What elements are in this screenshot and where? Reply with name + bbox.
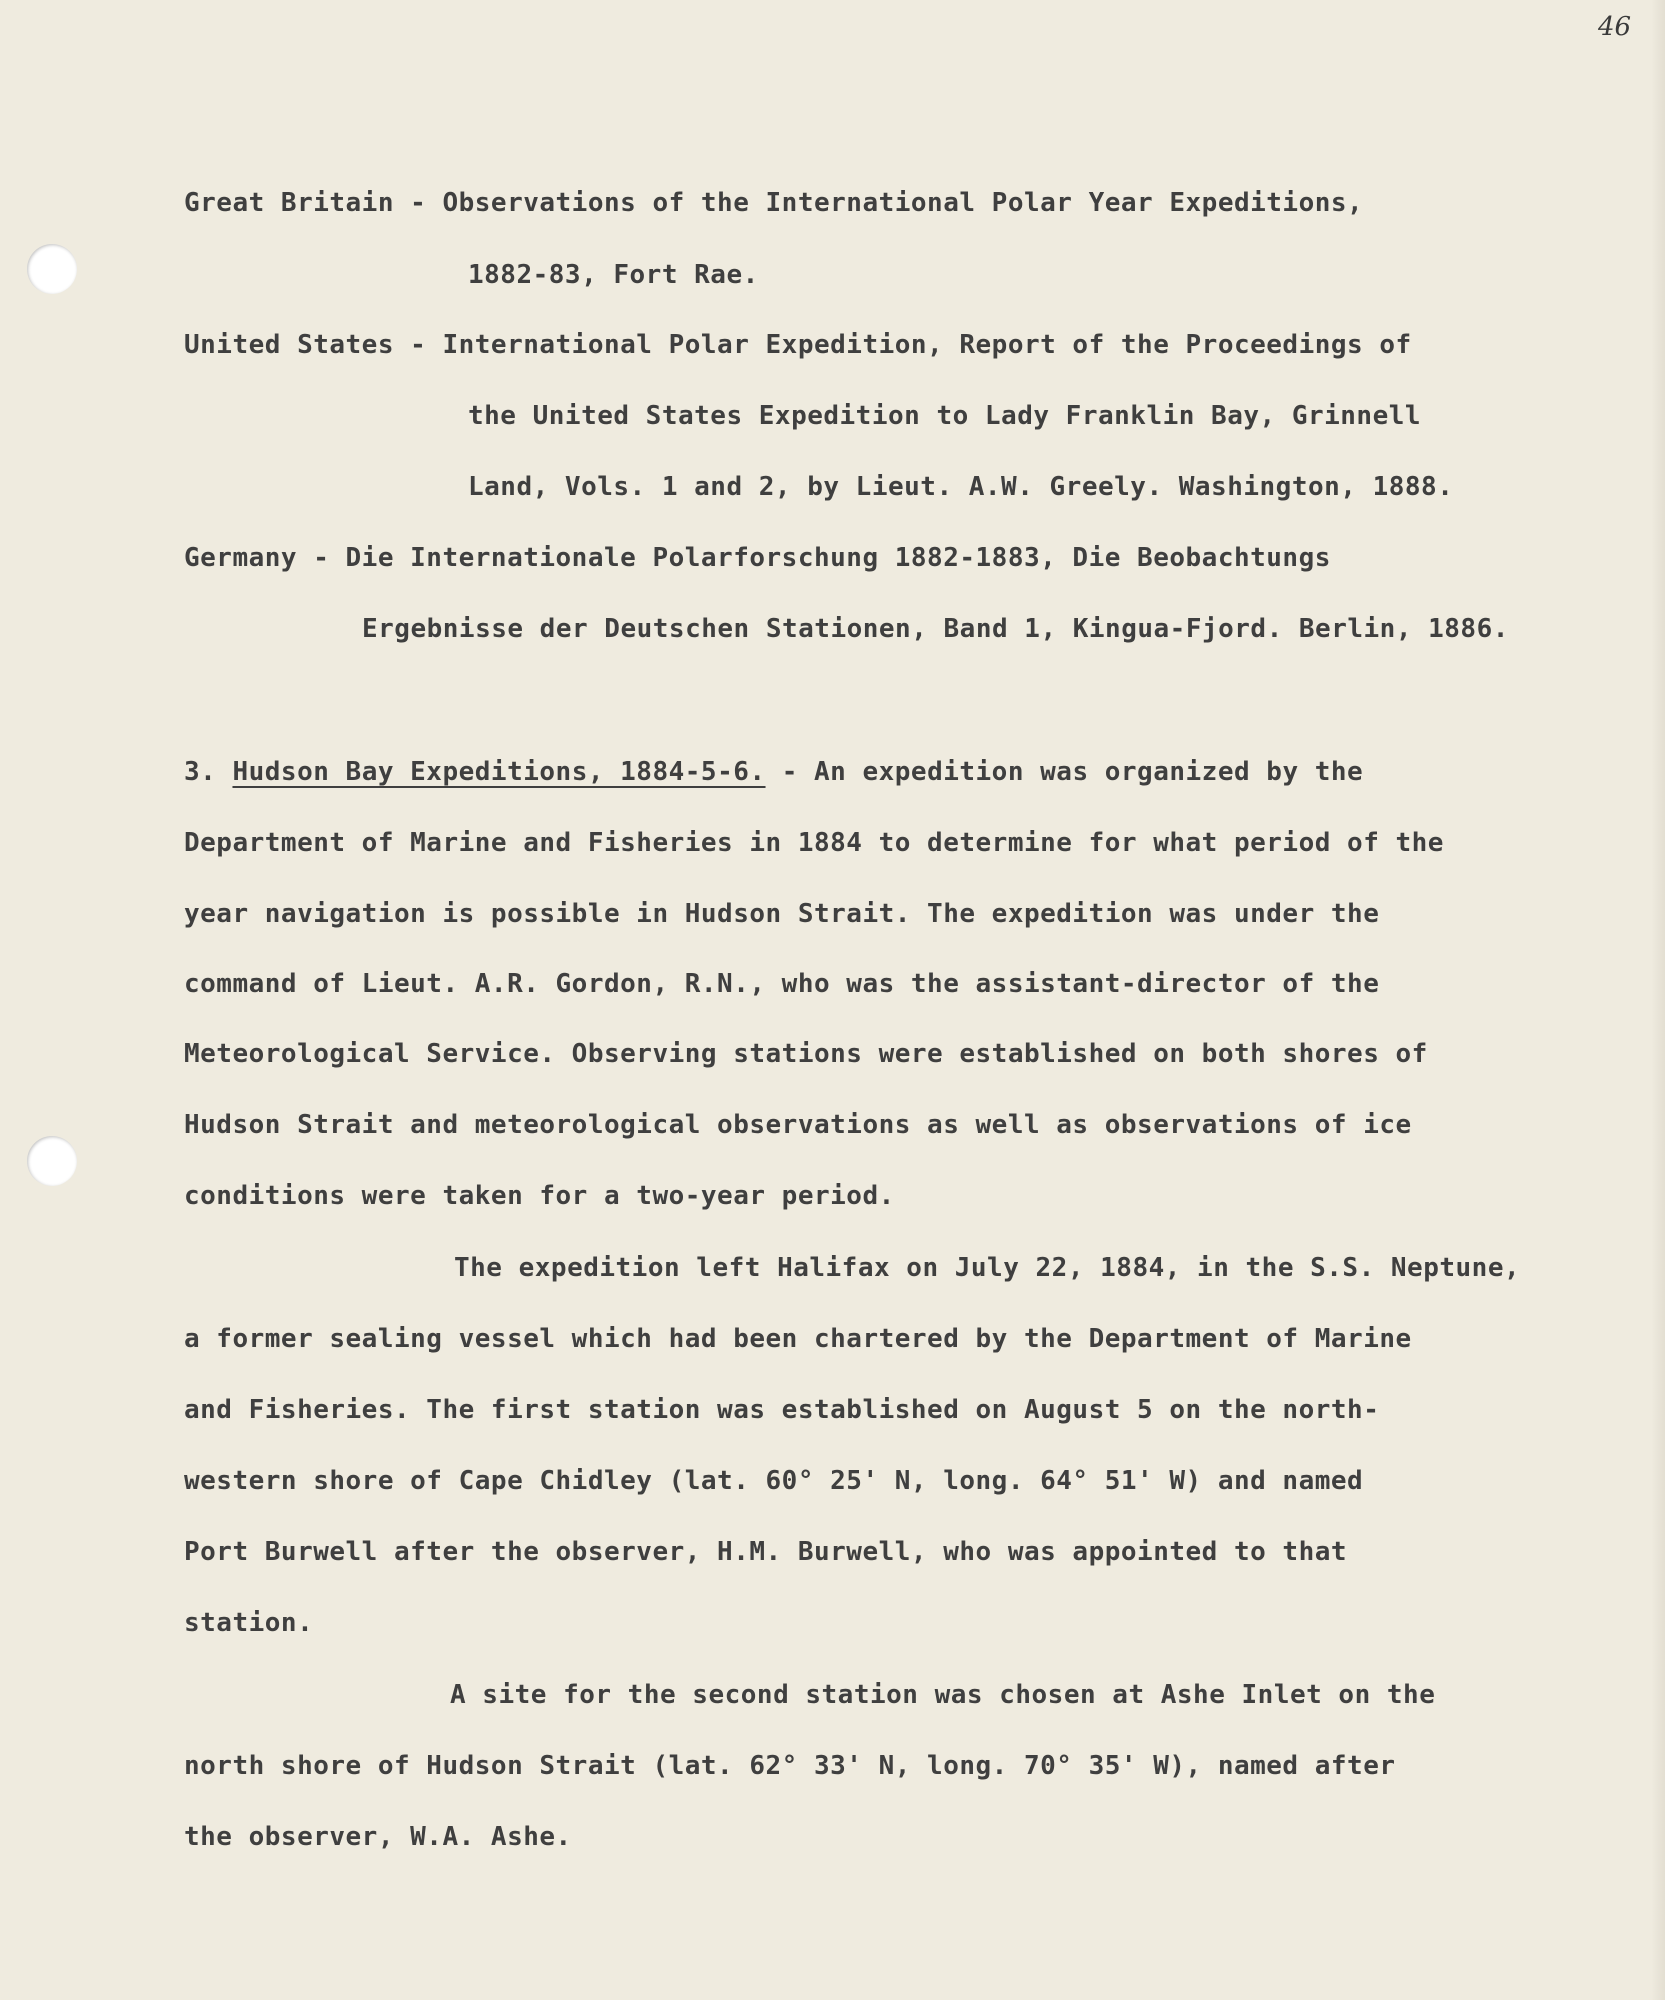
paragraph-1-line-3: year navigation is possible in Hudson Strait. The expedition was under the xyxy=(184,899,1380,929)
paragraph-3-line-3: the observer, W.A. Ashe. xyxy=(184,1822,572,1852)
paragraph-1-line-6: Hudson Strait and meteorological observations as well as observations of ice xyxy=(184,1110,1412,1140)
section-number: 3. xyxy=(184,757,217,787)
page-number: 46 xyxy=(1598,12,1632,42)
paragraph-3-line-2: north shore of Hudson Strait (lat. 62° 33' N, long. 70° 35' W), named after xyxy=(184,1751,1396,1781)
paragraph-1-line-4: command of Lieut. A.R. Gordon, R.N., who was the assistant-director of the xyxy=(184,969,1380,999)
ref-germany-line-2: Ergebnisse der Deutschen Stationen, Band 1, Kingua-Fjord. Berlin, 1886. xyxy=(362,614,1509,644)
paragraph-2-line-4: western shore of Cape Chidley (lat. 60° 25' N, long. 64° 51' W) and named xyxy=(184,1466,1364,1496)
ref-united-states-line-2: the United States Expedition to Lady Franklin Bay, Grinnell xyxy=(468,401,1422,431)
paragraph-1-line-1: - An expedition was organized by the xyxy=(781,757,1364,787)
paragraph-2-line-1: The expedition left Halifax on July 22, 1884, in the S.S. Neptune, xyxy=(454,1253,1521,1283)
punch-hole-bottom xyxy=(27,1136,77,1186)
ref-great-britain-line-2: 1882-83, Fort Rae. xyxy=(468,260,759,290)
page-edge-shadow xyxy=(1651,0,1665,2000)
paragraph-1-line-5: Meteorological Service. Observing stations were established on both shores of xyxy=(184,1039,1428,1069)
paragraph-2-line-2: a former sealing vessel which had been chartered by the Department of Marine xyxy=(184,1324,1412,1354)
paragraph-2-line-3: and Fisheries. The first station was established on August 5 on the north- xyxy=(184,1395,1380,1425)
paragraph-1-line-7: conditions were taken for a two-year period. xyxy=(184,1181,895,1211)
section-heading: Hudson Bay Expeditions, 1884-5-6. xyxy=(232,757,766,787)
paragraph-2-line-5: Port Burwell after the observer, H.M. Burwell, who was appointed to that xyxy=(184,1537,1348,1567)
paragraph-1-line-2: Department of Marine and Fisheries in 1884 to determine for what period of the xyxy=(184,828,1444,858)
ref-united-states-line-3: Land, Vols. 1 and 2, by Lieut. A.W. Greely. Washington, 1888. xyxy=(468,472,1454,502)
section-heading-line xyxy=(184,759,1363,785)
ref-germany-line-1: Germany - Die Internationale Polarforschung 1882-1883, Die Beobachtungs xyxy=(184,543,1331,573)
paragraph-2-line-6: station. xyxy=(184,1608,314,1638)
paragraph-3-line-1: A site for the second station was chosen at Ashe Inlet on the xyxy=(450,1680,1436,1710)
ref-great-britain-line-1: Great Britain - Observations of the International Polar Year Expeditions, xyxy=(184,188,1364,218)
ref-united-states-line-1: United States - International Polar Expedition, Report of the Proceedings of xyxy=(184,330,1412,360)
punch-hole-top xyxy=(27,244,77,294)
